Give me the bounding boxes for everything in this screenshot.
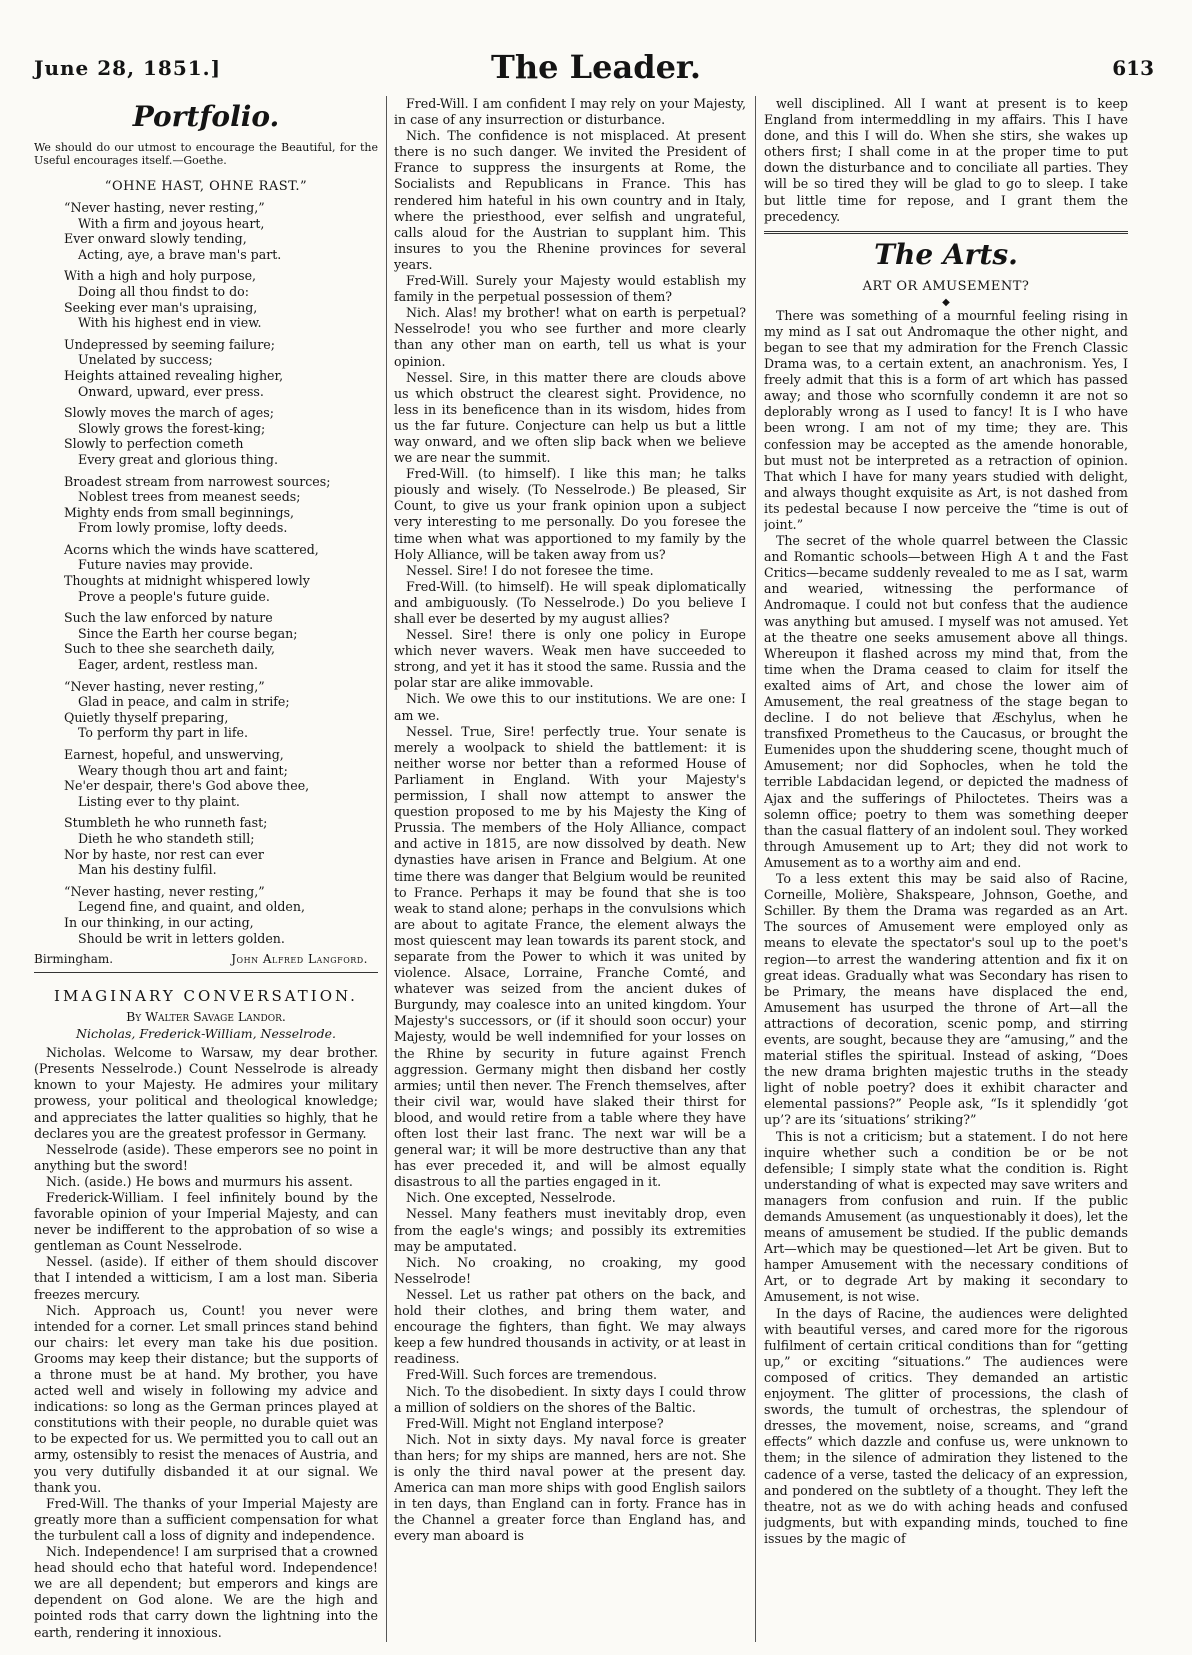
poem-line: Earnest, hopeful, and unswerving, <box>64 747 284 762</box>
poem-line: With his highest end in view. <box>78 315 262 331</box>
dialogue-paragraph: Nich. (aside.) He bows and murmurs his assent. <box>46 1173 353 1189</box>
dialogue-paragraph: Fred-Will. (to himself). I like this man; he talks piously and wisely. (To Nesselrode.) Be pleased, Sir Count, to give us your frank opinion upon a subject very interesting to me personally. Do you foresee the time when what was apportioned to my family by the Holy Alliance, will be taken away from us? <box>394 466 746 562</box>
poem-line: To perform thy part in life. <box>78 725 249 741</box>
poem-line: With a high and holy purpose, <box>64 268 257 284</box>
poem-line: Nor by haste, nor rest can ever <box>64 846 264 862</box>
poem-line: Heights attained revealing higher, <box>64 367 284 383</box>
portfolio-heading: Portfolio. <box>132 100 280 133</box>
poem-line: With a firm and joyous heart, <box>78 215 265 231</box>
poem-line: Since the Earth her course began; <box>78 625 298 641</box>
article-title: ART OR AMUSEMENT? <box>862 278 1030 294</box>
conversation-byline: By Walter Savage Landor. <box>126 1009 286 1025</box>
poem-line: Slowly grows the forest-king; <box>78 420 266 436</box>
dialogue-paragraph: Nich. We owe this to our institutions. We are one: I am we. <box>394 691 746 723</box>
dialogue-paragraph: Nessel. Sire! I do not foresee the time. <box>406 562 654 578</box>
poem-line: Broadest stream from narrowest sources; <box>64 473 331 489</box>
poem-line: Such to thee she searcheth daily, <box>64 641 275 657</box>
section-rule <box>34 972 378 973</box>
conversation-persons: Nicholas, Frederick-William, Nesselrode. <box>76 1026 336 1042</box>
signature-place: Birmingham. <box>34 952 114 967</box>
poem-line: Weary though thou art and faint; <box>78 762 288 778</box>
dialogue-paragraph: Nesselrode (aside). These emperors see no point in anything but the sword! <box>34 1141 378 1173</box>
column-divider-1 <box>386 96 387 1642</box>
signature-author: John Alfred Langford. <box>231 952 368 967</box>
column-2 <box>394 96 746 1642</box>
dialogue-paragraph: Nessel. Sire! there is only one policy in Europe which never wavers. Weak men have succeeded to strong, and yet it has it stood the same. Russia and the polar star are alike immovable. <box>394 627 746 691</box>
poem-stanza <box>64 268 378 330</box>
column-3 <box>764 96 1128 1642</box>
article-paragraph: This is not a criticism; but a statement. I do not here inquire whether such a condition be or be not defensible; I simply state what the condition is. Right understanding of what is expected may save writers and managers from confusion and ruin. If the public demands Amusement (as unquestionably it does), let the means of amusement be studied. If the public demands Art—which may be questioned—let Art be given. But to hamper Amusement with the necessary conditions of Art, or to degrade Art by making it secondary to Amusement, is not wise. <box>764 1128 1128 1305</box>
poem-line: Onward, upward, ever press. <box>78 383 264 399</box>
poem-line: Slowly to perfection cometh <box>64 436 244 452</box>
poem-title: “OHNE HAST, OHNE RAST.” <box>104 179 308 194</box>
dialogue-paragraph: Nich. Independence! I am surprised that a crowned head should echo that hateful word. Independence! we are all dependent; but emperors and kings are dependent on God alone. We are the high and pointed rods that carry down the lightning into the earth, rendering it innoxious. <box>34 1544 378 1640</box>
dialogue-paragraph: Nich. No croaking, no croaking, my good Nesselrode! <box>394 1254 746 1286</box>
poem-line: “Never hasting, never resting,” <box>64 200 265 215</box>
poem-stanza <box>64 474 378 536</box>
poem-line: Doing all thou findst to do: <box>78 283 249 299</box>
poem-line: Such the law enforced by nature <box>64 610 273 626</box>
article-paragraph: There was something of a mournful feeling rising in my mind as I sat out Andromaque the other night, and began to see that my admiration for the French Classic Drama was, to a certain extent, an anachronism. Yes, I freely admit that this is a form of art which has passed away; and those who scornfully condemn it are not so deplorably wrong as I used to fancy! It is I who have been wrong. I am not of my time; they are. This confession may be accepted as the amende honorable, but must not be interpreted as a retraction of opinion. That which I have for many years studied with delight, and always thought exquisite as Art, is not dashed from its pedestal because I now perceive the “time is out of joint.” <box>764 307 1128 532</box>
poem-line: Should be writ in letters golden. <box>78 930 285 946</box>
dialogue-paragraph: well disciplined. All I want at present is to keep England from intermeddling in my affairs. This I have done, and this I will do. When she stirs, she wakes up others first; I shall come in at the proper time to put down the disturbance and to conciliate all parties. They will be so tired they will be glad to go to sleep. I take but little time for repose, and I grant them the precedency. <box>764 96 1128 224</box>
article-paragraph: In the days of Racine, the audiences were delighted with beautiful verses, and cared more for the rigorous fulfilment of certain critical conditions than for “getting up,” or exciting “situations.” The audiences were composed of critics. They demanded an artistic enjoyment. The glitter of processions, the clash of swords, the tumult of orchestras, the splendour of dresses, the movement, noise, screams, and “grand effects” which dazzle and confuse us, were unknown to them; in the silence of admiration they listened to the cadence of a verse, tasted the delicacy of an expression, and pondered on the subtlety of a thought. They left the theatre, not as we do with aching heads and confused judgments, but with expanding minds, touched to fine issues by the magic of <box>764 1305 1128 1546</box>
poem-stanza <box>64 200 378 262</box>
arts-heading: The Arts. <box>874 237 1018 271</box>
poem-line: “Never hasting, never resting,” <box>64 883 265 899</box>
poem-line: Listing ever to thy plaint. <box>78 793 240 809</box>
poem-line: Unelated by success; <box>78 352 213 368</box>
dialogue-paragraph: Nessel. (aside). If either of them should discover that I intended a witticism, I am a lost man. Siberia freezes mercury. <box>34 1254 378 1302</box>
article-text <box>764 308 1128 1547</box>
dialogue-paragraph: Nich. One excepted, Nesselrode. <box>406 1190 616 1206</box>
poem-line: “Never hasting, never resting,” <box>64 678 265 694</box>
dialogue-paragraph: Nessel. Let us rather pat others on the back, and hold their clothes, and bring them water, and encourage the fighters, than fight. We may always keep a few hundred thousands in activity, or at least in readiness. <box>394 1286 746 1367</box>
poem-stanza <box>64 884 378 946</box>
dialogue-paragraph: Nich. To the disobedient. In sixty days I could throw a million of soldiers on the shores of the Baltic. <box>394 1383 746 1415</box>
poem-stanza <box>64 337 378 399</box>
dialogue-paragraph: Nich. Not in sixty days. My naval force is greater than hers; for my ships are manned, hers are not. She is only the third naval power at the present day. America can man more ships with good English sailors in ten days, than England can in forty. France has in the Channel a greater force than England has, and every man aboard is <box>394 1431 746 1544</box>
poem-stanza <box>64 747 378 809</box>
poem-line: Prove a people's future guide. <box>78 588 270 604</box>
poem-line: Stumbleth he who runneth fast; <box>64 815 268 831</box>
poem-line: Seeking ever man's upraising, <box>64 299 258 315</box>
newspaper-page <box>34 42 1158 1642</box>
poem-line: Ne'er despair, there's God above thee, <box>64 778 310 794</box>
conversation-text-part-1 <box>34 1045 378 1640</box>
page-number: 613 <box>1112 56 1154 80</box>
dialogue-paragraph: Nessel. Many feathers must inevitably drop, even from the eagle's wings; and possibly its extremities may be amputated. <box>394 1206 746 1254</box>
poem-line: Slowly moves the march of ages; <box>64 405 274 421</box>
poem-line: Acorns which the winds have scattered, <box>64 541 319 557</box>
poem-line: Mighty ends from small beginnings, <box>64 504 295 520</box>
conversation-text-part-2 <box>394 96 746 1544</box>
poem-stanza <box>64 542 378 604</box>
dialogue-paragraph: Fred-Will. I am confident I may rely on your Majesty, in case of any insurrection or disturbance. <box>394 96 746 128</box>
poem-line: Ever onward slowly tending, <box>64 231 247 247</box>
poem-signature <box>34 952 378 966</box>
poem-stanza <box>64 679 378 741</box>
conversation-text-end <box>764 96 1128 225</box>
poem-stanza <box>64 405 378 467</box>
dialogue-paragraph: Nessel. True, Sire! perfectly true. Your senate is merely a woolpack to shield the battlement: it is neither worse nor better than a reformed House of Parliament in England. With your Majesty's permission, I shall now attempt to answer the question proposed to me by his Majesty the King of Prussia. The members of the Holy Alliance, compact and active in 1815, are now dissolved by death. New dynasties have arisen in France and Belgium. At one time there was danger that Belgium would be reunited to France. Perhaps it may be found that she is too weak to stand alone; perhaps in the convulsions which are about to agitate France, the element always the most quiescent may lean towards its parent stock, and separate from the Power to which it was united by violence. Alsace, Lorraine, Franche Comté, and whatever was seized from the ancient dukes of Burgundy, may coalesce into an united kingdom. Your Majesty's successors, or (if it should soon occur) your Majesty, would be well indemnified for your losses on the Rhine by security in future against French aggression. Germany might then disband her costly armies; until then never. The French themselves, after their civil war, would have slaked their thirst for blood, and would retire from a table where they have often lost their last franc. The next war will be a general war; it will be more destructive than any that has ever preceded it, and will be almost equally disastrous to all the parties engaged in it. <box>394 723 746 1190</box>
poem-line: Acting, aye, a brave man's part. <box>78 246 282 262</box>
dialogue-paragraph: Nicholas. Welcome to Warsaw, my dear brother. (Presents Nesselrode.) Count Nesselrode is already known to your Majesty. He admires your military prowess, your political and theological knowledge; and appreciates the latter qualities so highly, that he declares you are the greatest professor in Germany. <box>34 1045 378 1141</box>
dialogue-paragraph: Fred-Will. (to himself). He will speak diplomatically and ambiguously. (To Nesselrode.) Do you believe I shall ever be deserted by my august allies? <box>394 578 746 626</box>
poem-line: Undepressed by seeming failure; <box>64 336 275 352</box>
section-double-rule <box>764 231 1128 234</box>
poem-line: In our thinking, in our acting, <box>64 914 254 930</box>
article-paragraph: To a less extent this may be said also of Racine, Corneille, Molière, Shakspeare, Johnson, Goethe, and Schiller. By them the Drama was regarded as an Art. The sources of Amusement were employed only as means to elevate the spectator's soul up to the poet's region—to arrest the wandering attention and fix it on great ideas. Gradually what was Secondary has risen to be Primary, the means have displaced the end, Amusement has usurped the throne of Art—all the attractions of decoration, scenic pomp, and stirring events, are sought, because they are “amusing,” and the material stifles the spiritual. Instead of asking, “Does the new drama brighten majestic truths in the steady light of noble poetry? does it exhibit character and elemental passions?” People ask, “Is it splendidly ‘got up’? are its ‘situations’ striking?” <box>764 871 1128 1128</box>
poem-line: Eager, ardent, restless man. <box>78 657 259 673</box>
dialogue-paragraph: Nich. Approach us, Count! you never were intended for a corner. Let small princes stand behind our chairs: let every man take his due position. Grooms may keep their distance; but the supports of a throne must be at hand. My brother, you have acted well and wisely in following my advice and indications: so long as the German princes played at constitutions with their people, no durable quiet was to be expected for us. We permitted you to call out an army, ostensibly to resist the menaces of Austria, and you very dutifully disbanded it at our signal. We thank you. <box>34 1302 378 1495</box>
issue-date: June 28, 1851.] <box>34 56 222 80</box>
column-1 <box>34 96 378 1642</box>
poem-line: Thoughts at midnight whispered lowly <box>64 573 310 589</box>
dialogue-paragraph: Frederick-William. I feel infinitely bound by the favorable opinion of your Imperial Majesty, and can never be indifferent to the approbation of so wise a gentleman as Count Nesselrode. <box>34 1189 378 1254</box>
poem <box>34 200 378 946</box>
poem-line: Future navies may provide. <box>78 557 254 573</box>
dialogue-paragraph: Nich. The confidence is not misplaced. At present there is no such danger. We invited the President of France to suppress the insurgents at Rome, the Socialists and Republicans in France. This has rendered him hateful in his own country and in Italy, where the priesthood, ever selfish and ungrateful, calls aloud for the Austrian to supplant him. This insures to you the Rhenine provinces for several years. <box>394 128 746 272</box>
dialogue-paragraph: Nich. Alas! my brother! what on earth is perpetual? Nesselrode! you who see further and more clearly than any other man on earth, tell us what is your opinion. <box>394 305 746 369</box>
article-paragraph: The secret of the whole quarrel between the Classic and Romantic schools—between High A t and the Fast Critics—became suddenly revealed to me as I sat, warm and wearied, witnessing the performance of Andromaque. I could not but confess that the audience was anything but amused. I myself was not amused. Yet at the theatre one seeks amusement above all things. Whereupon it flashed across my mind that, from the time when the Drama ceased to claim for itself the exalted aims of Art, and chose the lower aim of Amusement, the real greatness of the stage began to decline. I do not believe that Æschylus, when he transfixed Prometheus to the Caucasus, or brought the Eumenides upon the shuddering scene, thought much of Amusement; nor did Sophocles, when he told the terrible Labdacidan legend, or depicted the madness of Ajax and the sufferings of Philoctetes. Theirs was a solemn office; poetry to them was something deeper than the casual flattery of an indolent soul. They worked through Amusement up to Art; they did not work to Amusement as to a worthy aim and end. <box>764 533 1128 870</box>
ornament-icon: ◆ <box>942 296 950 308</box>
dialogue-paragraph: Fred-Will. The thanks of your Imperial Majesty are greatly more than a sufficient compensation for what the turbulent call a loss of dignity and independence. <box>34 1495 378 1543</box>
dialogue-paragraph: Nessel. Sire, in this matter there are clouds above us which obstruct the clearest sight. Providence, no less in its beneficence than in its wisdom, hides from us the far future. Conjecture can help us but a little way onward, and we often slip back when we believe we are near the summit. <box>394 369 746 466</box>
poem-stanza <box>64 815 378 877</box>
poem-line: Dieth he who standeth still; <box>78 830 255 846</box>
poem-line: Every great and glorious thing. <box>78 451 278 467</box>
poem-stanza <box>64 610 378 672</box>
page-header <box>34 42 1158 92</box>
dialogue-paragraph: Fred-Will. Surely your Majesty would establish my family in the perpetual possession of them? <box>394 273 746 305</box>
epigraph: We should do our utmost to encourage the Beautiful, for the Useful encourages itself.—Goethe. <box>34 141 378 167</box>
dialogue-paragraph: Fred-Will. Might not England interpose? <box>406 1415 664 1431</box>
poem-line: Glad in peace, and calm in strife; <box>78 694 290 710</box>
poem-line: Legend fine, and quaint, and olden, <box>78 899 305 915</box>
column-divider-2 <box>755 96 756 1642</box>
dialogue-paragraph: Fred-Will. Such forces are tremendous. <box>406 1367 658 1383</box>
poem-line: Quietly thyself preparing, <box>64 709 229 725</box>
conversation-title: IMAGINARY CONVERSATION. <box>54 987 358 1006</box>
masthead-title: The Leader. <box>491 48 701 86</box>
poem-line: Man his destiny fulfil. <box>78 862 217 878</box>
poem-line: From lowly promise, lofty deeds. <box>78 520 288 536</box>
poem-line: Noblest trees from meanest seeds; <box>78 489 301 505</box>
